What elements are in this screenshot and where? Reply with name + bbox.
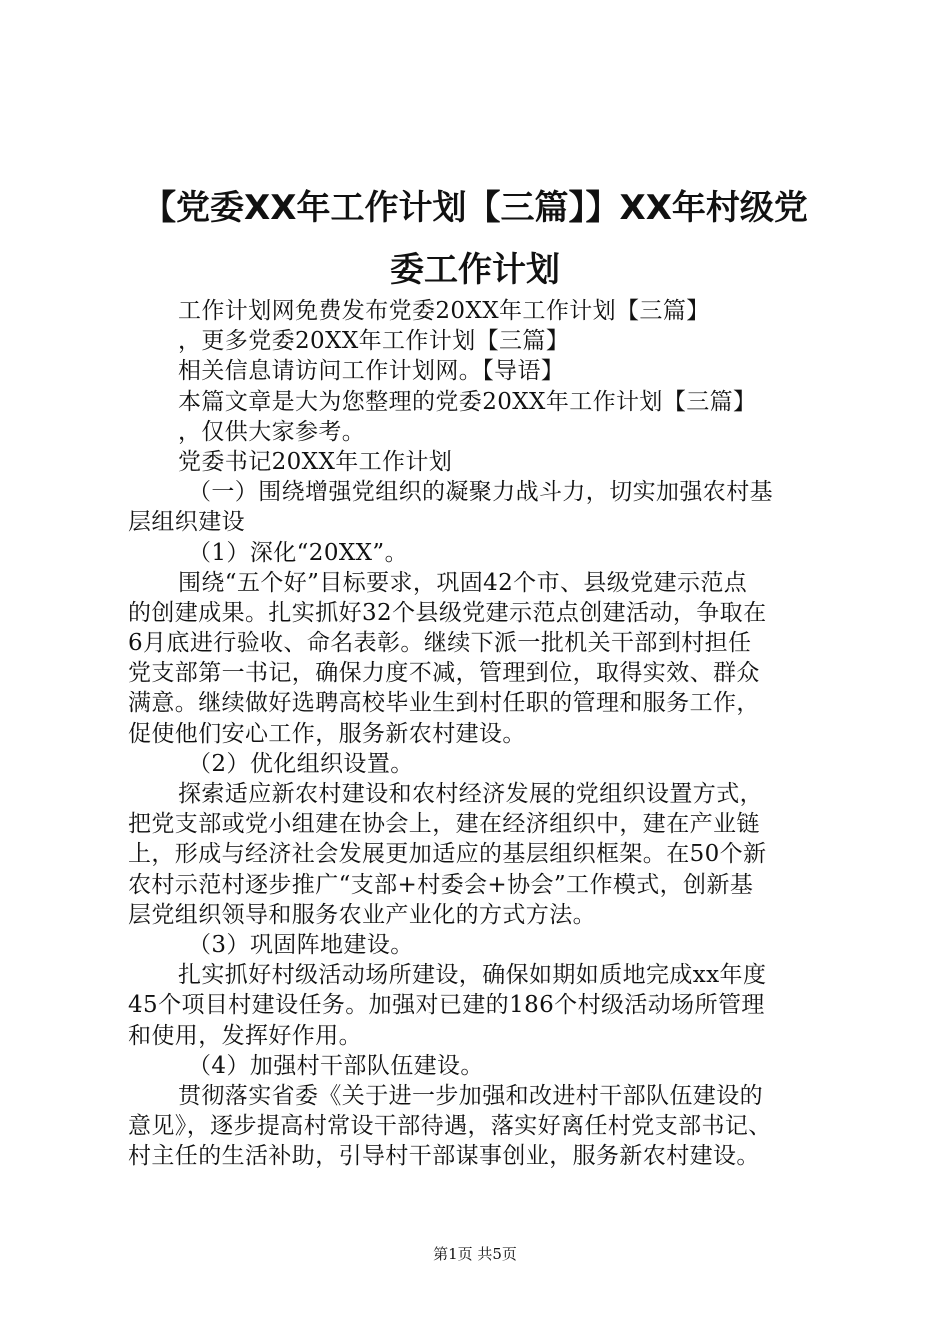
body-line: （1）深化“20XX”。 xyxy=(188,539,408,566)
body-line: ，仅供大家参考。 xyxy=(178,418,366,445)
body-line: 贯彻落实省委《关于进一步加强和改进村干部队伍建设的 xyxy=(178,1082,763,1109)
body-line: 上，形成与经济社会发展更加适应的基层组织框架。在50个新 xyxy=(128,841,767,868)
body-line: 扎实抓好村级活动场所建设，确保如期如质地完成xx年度 xyxy=(178,962,767,989)
document-title-line2: 委工作计划 xyxy=(390,250,560,290)
body-line: （一）围绕增强党组织的凝聚力战斗力，切实加强农村基 xyxy=(188,479,773,506)
body-line: （2）优化组织设置。 xyxy=(188,750,414,777)
body-line: （3）巩固阵地建设。 xyxy=(188,931,414,958)
body-line: 意见》，逐步提高村常设干部待遇，落实好离任村党支部书记、 xyxy=(128,1113,772,1140)
body-line: 党支部第一书记，确保力度不减，管理到位，取得实效、群众 xyxy=(128,660,760,687)
body-line: 村主任的生活补助，引导村干部谋事创业，服务新农村建设。 xyxy=(128,1143,760,1170)
body-line: （4）加强村干部队伍建设。 xyxy=(188,1052,484,1079)
body-line: 围绕“五个好”目标要求，巩固42个市、县级党建示范点 xyxy=(178,569,748,596)
body-line: 促使他们安心工作，服务新农村建设。 xyxy=(128,720,526,747)
page-number-footer: 第1页 共5页 xyxy=(433,1245,517,1263)
body-line: 层党组织领导和服务农业产业化的方式方法。 xyxy=(128,901,596,928)
body-line: 层组织建设 xyxy=(128,509,245,536)
body-line: 满意。继续做好选聘高校毕业生到村任职的管理和服务工作， xyxy=(128,690,760,717)
body-line: 探索适应新农村建设和农村经济发展的党组织设置方式， xyxy=(178,781,763,807)
body-line: 农村示范村逐步推广“支部+村委会+协会”工作模式，创新基 xyxy=(128,871,754,898)
body-line: 和使用，发挥好作用。 xyxy=(128,1022,362,1049)
document-title-line1: 【党委XX年工作计划【三篇】】XX年村级党 xyxy=(142,188,808,228)
body-line: 把党支部或党小组建在协会上，建在经济组织中，建在产业链 xyxy=(128,811,760,838)
body-line: 工作计划网免费发布党委20XX年工作计划【三篇】 xyxy=(178,298,710,324)
body-line: 的创建成果。扎实抓好32个县级党建示范点创建活动，争取在 xyxy=(128,599,767,626)
body-line: ，更多党委20XX年工作计划【三篇】 xyxy=(178,328,570,355)
body-line: 本篇文章是大为您整理的党委20XX年工作计划【三篇】 xyxy=(178,388,757,415)
body-line: 党委书记20XX年工作计划 xyxy=(178,448,453,475)
document-body xyxy=(128,296,828,1171)
body-line: 相关信息请访问工作计划网。【导语】 xyxy=(178,358,565,385)
body-line: 6月底进行验收、命名表彰。继续下派一批机关干部到村担任 xyxy=(128,630,752,657)
body-line: 45个项目村建设任务。加强对已建的186个村级活动场所管理 xyxy=(128,992,765,1019)
